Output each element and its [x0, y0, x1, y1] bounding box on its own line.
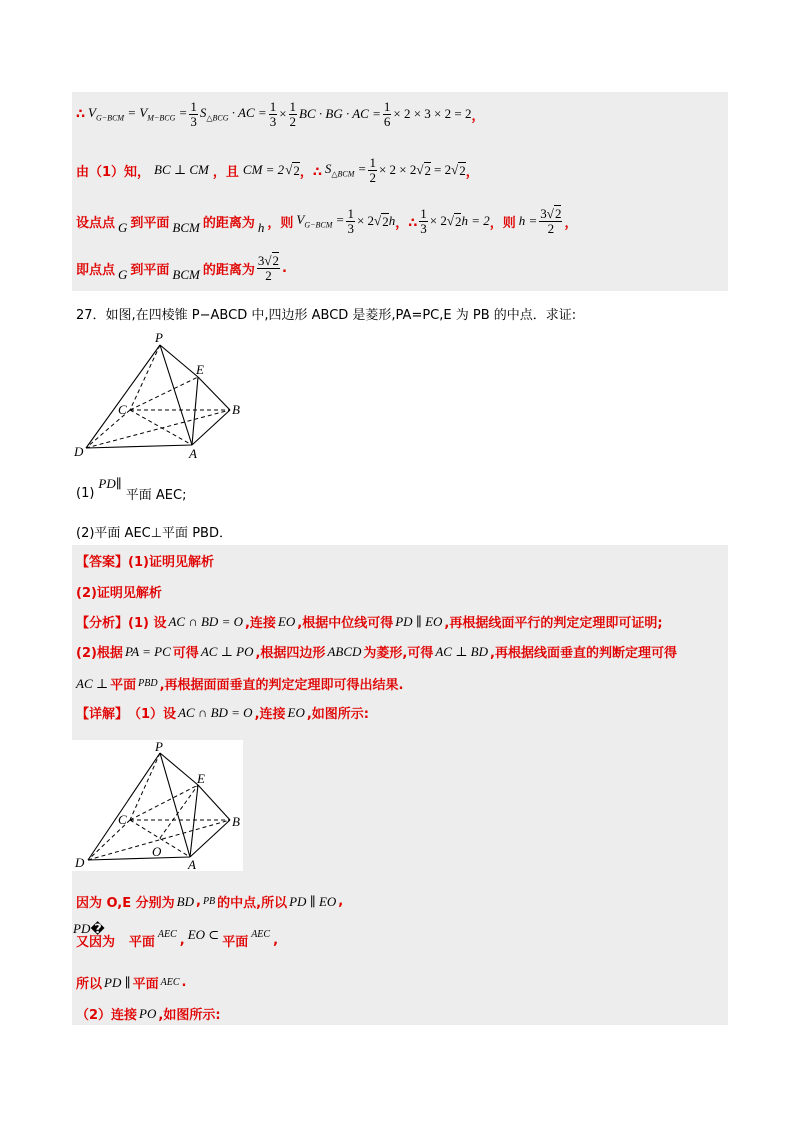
v-symbol: V [296, 212, 305, 228]
math: PBD [138, 678, 158, 689]
glyph: � [90, 921, 105, 937]
math: BD [176, 893, 194, 909]
v-subscript: G−BCM [304, 220, 333, 230]
part-1 [76, 475, 187, 503]
math: AC ⊥ [76, 675, 109, 691]
math: PD [73, 920, 91, 936]
answer-tag: 【答案】 [76, 555, 129, 570]
cm-formula: CM = 2 [242, 162, 285, 178]
formula-mid: · AC = [228, 105, 267, 121]
text: 的距离为 [202, 262, 255, 278]
statement-text: 27．如图,在四棱锥 P−ABCD 中,四边形 ABCD 是菱形,PA=PC,E 为 PB 的中点．求证: [76, 308, 577, 323]
eq: = [175, 105, 188, 121]
comma: ， [471, 108, 485, 124]
because-line [76, 892, 343, 911]
frac-den: 2 [265, 267, 272, 283]
point-g: G [118, 267, 128, 283]
math: PO [139, 1005, 157, 1021]
text: 平面 [132, 977, 159, 992]
s-subscript: △BCM [331, 169, 355, 179]
segment-ae [192, 377, 198, 445]
frac-num: 3 [257, 253, 265, 268]
edge-pe [160, 345, 198, 377]
frac-den: 2 [369, 169, 376, 185]
label-d: D [74, 444, 84, 459]
frac-den: 3 [420, 220, 427, 236]
problem-statement [76, 304, 576, 323]
text: ,连接 [244, 616, 276, 631]
text: (2)根据 [76, 646, 123, 661]
plane-bcm: BCM [172, 267, 200, 283]
edge-pa [160, 345, 192, 445]
label-c: C [118, 812, 127, 827]
point-g: G [118, 220, 128, 236]
edge-pc [130, 345, 160, 410]
conclusion-line: 即点点 G 到平面 BCM 的距离为 $\frac{3√2}{2}$ . [76, 253, 287, 283]
math: AEC [251, 929, 271, 940]
text: ,如图所示: [306, 707, 369, 722]
h-symbol: h [257, 220, 265, 236]
math: EO [277, 613, 296, 629]
so-line [76, 973, 186, 992]
text: 因为 O,E 分别为 [76, 896, 175, 911]
analysis-tag: 【分析】 [76, 616, 129, 631]
sqrt-arg: 2 [293, 162, 300, 178]
s-subscript: △BCG [206, 113, 229, 123]
text: ,再根据线面垂直的判断定理可得 [490, 646, 677, 661]
text: (1) 设 [128, 616, 167, 631]
text: 到平面 [130, 262, 170, 278]
label-d: D [75, 855, 85, 870]
frac-num: 1 [289, 99, 297, 114]
math: AEC [160, 977, 180, 988]
part-2-text: (2)平面 AEC⊥平面 PBD． [76, 526, 232, 541]
eq: = [332, 212, 345, 228]
formula: × 2 × 2 [378, 162, 417, 178]
math: ABCD [327, 643, 362, 659]
text: ，∴ [395, 215, 418, 231]
pyramid-figure [72, 330, 252, 462]
frac-den: 2 [547, 220, 555, 236]
text: 的中点,所以 [217, 896, 288, 911]
text: ,再根据线面平行的判定定理即可证明; [444, 616, 663, 631]
area-line: 由（1）知， BC ⊥ CM ，且 CM = 2 √ 2 ，∴ $S_{\triangle BCM}$ = $\frac{1}{2}$ × 2 × 2 √ 2 = 2 √ 2 ， [76, 155, 479, 185]
detail-tag: 【详解】 [76, 707, 129, 722]
math: EO ⊂ [187, 926, 220, 942]
text: . [181, 975, 187, 990]
analysis-line-1 [76, 612, 663, 631]
distance-line: 设点点 G 到平面 BCM 的距离为 h ，则 $V_{G-BCM}$ = $\frac{1}{3}$ × 2 √ 2 h ，∴ $\frac{1}{3}$ × 2 √ 2 h = 2 ，则 h = $\frac{3√2}{2}$ ， [76, 206, 578, 236]
frac-num: 1 [369, 155, 376, 170]
frac-den: 3 [190, 113, 197, 129]
answer-2: (2)证明见解析 [76, 586, 162, 601]
text: 平面 [128, 935, 155, 950]
segment-ce [130, 377, 198, 410]
answer-1: (1)证明见解析 [128, 555, 214, 570]
part-2 [76, 522, 232, 541]
formula: × 2 [429, 213, 447, 229]
formula: × 2 [356, 213, 375, 229]
math: AC ∩ BD = O [178, 704, 253, 720]
label-e: E [197, 771, 205, 786]
formula-mid-2: BC · BG · AC = [299, 106, 381, 122]
edge-da [86, 445, 192, 448]
frac-den: 2 [289, 113, 297, 129]
frac-den: 3 [347, 220, 354, 236]
formula-end: × 2 × 3 × 2 = 2 [393, 106, 472, 122]
math: PD ∥ [104, 974, 131, 990]
frac-num: 1 [383, 99, 391, 114]
math: PD ∥ EO [395, 613, 443, 629]
label-o: O [152, 844, 162, 859]
part2-connect-line [76, 1004, 221, 1023]
text: 为菱形,可得 [363, 646, 434, 661]
v-subscript: G−BCM [96, 113, 125, 123]
edge-pd [86, 345, 160, 448]
text: 的距离为 [202, 215, 255, 231]
sqrt-arg: 2 [454, 213, 462, 229]
frac-num: 3 [540, 206, 547, 221]
therefore-symbol: ∴ [76, 106, 86, 122]
frac-num: 1 [420, 206, 427, 221]
detail-line [76, 703, 369, 722]
sqrt-arg: 2 [554, 206, 562, 221]
label-p: P [155, 330, 163, 345]
pyramid-figure-with-o [72, 740, 243, 871]
answer-line-2 [76, 582, 162, 601]
text: （1）设 [128, 707, 177, 722]
text: ,再根据面面垂直的判定定理即可得出结果. [159, 678, 404, 693]
text: 所以 [76, 977, 103, 992]
plane-bcm: BCM [172, 220, 200, 236]
text: , [179, 933, 185, 948]
text: ,根据四边形 [255, 646, 326, 661]
analysis-line-2 [76, 642, 677, 661]
comma: ， [465, 164, 479, 180]
text: ,如图所示: [158, 1008, 221, 1023]
frac-num: 1 [190, 99, 197, 114]
text: 可得 [172, 646, 199, 661]
math: AC ⊥ PO [200, 643, 254, 659]
text: 由（1）知， [76, 164, 151, 180]
text: （2）连接 [76, 1008, 138, 1023]
v-symbol: V [88, 105, 96, 121]
label-b: B [232, 814, 240, 829]
text: , [195, 894, 201, 909]
analysis-line-3 [76, 674, 403, 693]
label-p: P [155, 740, 163, 754]
text: ，且 [212, 164, 239, 180]
s-symbol: S [199, 105, 207, 121]
formula: h = 2 [461, 213, 490, 229]
text: ，则 [267, 215, 294, 231]
frac-num: 1 [347, 206, 354, 221]
label-c: C [118, 402, 127, 417]
text: 到平面 [130, 215, 170, 231]
math: PB [202, 896, 216, 907]
sqrt-arg: 2 [382, 213, 389, 229]
v-eq: = V [124, 105, 148, 121]
sqrt-arg: 2 [424, 162, 432, 178]
v-subscript-2: M−BCG [147, 113, 176, 123]
frac-den: 6 [383, 113, 391, 129]
sqrt-arg: 2 [272, 253, 280, 268]
period: . [282, 260, 287, 276]
text: 平面 [110, 678, 137, 693]
label-b: B [232, 402, 240, 417]
formula: h = [518, 213, 538, 229]
math: PA = PC [124, 643, 171, 659]
answer-line-1 [76, 551, 214, 570]
text: ,根据中位线可得 [297, 616, 394, 631]
math: AC ∩ BD = O [168, 613, 243, 629]
text: ，则 [489, 215, 516, 231]
label-a: A [189, 446, 197, 461]
part-1-text: 平面 AEC; [125, 488, 187, 503]
math: EO [287, 704, 305, 720]
eq: = [354, 161, 367, 177]
s-symbol: S [324, 161, 332, 177]
text: 又因为 [76, 935, 116, 950]
text: ，∴ [299, 164, 322, 180]
text: 平面 [222, 935, 249, 950]
formula: = 2 [434, 162, 452, 178]
frac-num: 1 [269, 99, 277, 114]
label-e: E [196, 362, 204, 377]
math: PD ∥ EO [289, 893, 337, 909]
part-1-number: (1) [76, 486, 95, 501]
sqrt-arg: 2 [459, 162, 466, 178]
frac-den: 3 [269, 113, 277, 129]
part-1-math: PD∥ [98, 475, 122, 491]
text: , [273, 933, 279, 948]
text: 即点点 [76, 262, 116, 278]
volume-equation-line [76, 100, 484, 128]
text: ,连接 [254, 707, 286, 722]
also-because-line [73, 920, 279, 950]
perp-formula: BC ⊥ CM [154, 162, 209, 178]
times: × [279, 106, 287, 122]
edge-eb [198, 377, 230, 410]
formula: h [388, 213, 396, 229]
math: AEC [157, 929, 177, 940]
label-a: A [188, 857, 196, 871]
comma: ， [564, 215, 578, 231]
math: AC ⊥ BD [435, 643, 489, 659]
text: 设点点 [76, 215, 116, 231]
text: , [338, 894, 344, 909]
